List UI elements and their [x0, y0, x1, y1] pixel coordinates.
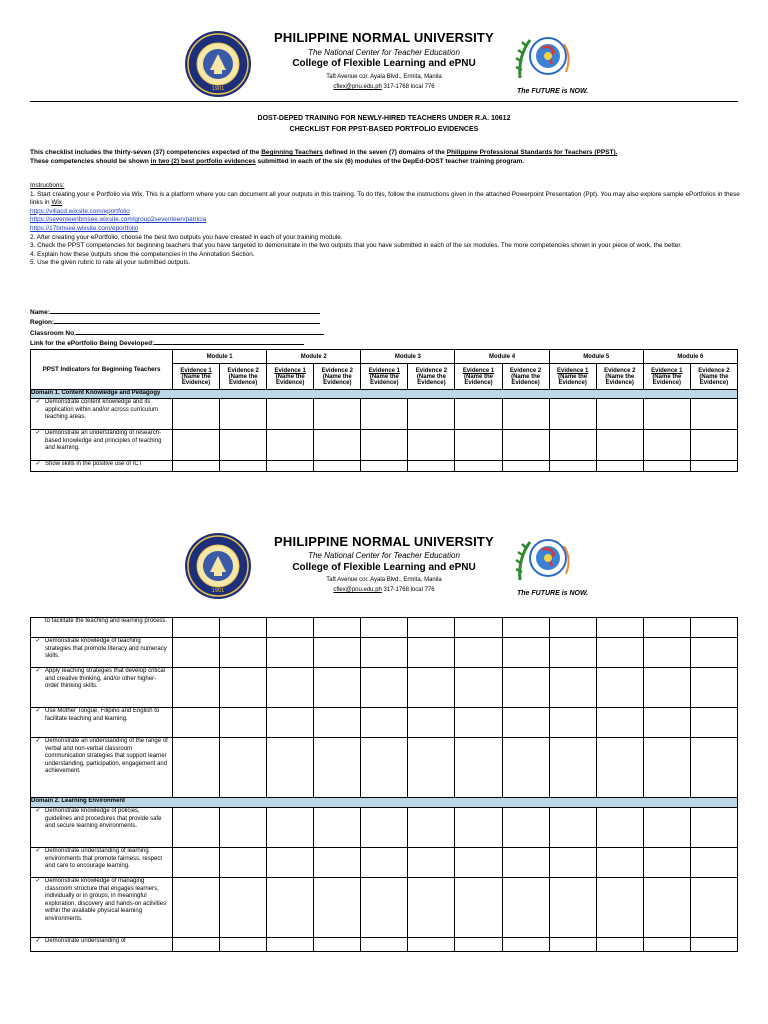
module-3-evidence-2-header: Evidence 2 (Name the Evidence): [408, 364, 455, 390]
evidence-cell[interactable]: [502, 618, 549, 638]
evidence-cell[interactable]: [690, 938, 737, 952]
evidence-cell[interactable]: [643, 938, 690, 952]
cfle-logo: [512, 26, 590, 90]
evidence-cell[interactable]: [690, 738, 737, 798]
evidence-cell[interactable]: [596, 738, 643, 798]
evidence-cell[interactable]: [314, 668, 361, 708]
evidence-cell[interactable]: [173, 461, 220, 472]
evidence-cell[interactable]: [596, 399, 643, 430]
checkmark-icon: ✓: [35, 638, 41, 644]
evidence-cell[interactable]: [408, 938, 455, 952]
evidence-cell[interactable]: [643, 878, 690, 938]
instructions: [30, 182, 740, 268]
checkmark-icon: ✓: [35, 430, 41, 436]
evidence-cell[interactable]: [267, 430, 314, 461]
evidence-cell[interactable]: [549, 668, 596, 708]
indicator-column-header: PPST Indicators for Beginning Teachers: [31, 350, 173, 390]
module-6-evidence-2-header: Evidence 2 (Name the Evidence): [690, 364, 737, 390]
evidence-cell[interactable]: [314, 430, 361, 461]
instruction-step-1: 1. Start creating your e Portfolio via Wix. This is a platform where you can document all your outputs in this training. To do this, follow the instructions given in the attached Powerpoint Presentation (Ppt). You may also explore sample ePortfolios in these links in Wix: [30, 190, 740, 207]
header-rule: [30, 101, 738, 102]
evidence-cell[interactable]: [455, 738, 502, 798]
evidence-cell[interactable]: [408, 738, 455, 798]
sample-link-1[interactable]: https://villacd.wixsite.com/eportfolio: [30, 207, 130, 215]
evidence-cell[interactable]: [267, 618, 314, 638]
evidence-cell[interactable]: [502, 668, 549, 708]
evidence-cell[interactable]: [408, 638, 455, 668]
indicator-cell: [31, 399, 173, 430]
evidence-cell[interactable]: [643, 638, 690, 668]
module-1-header: Module 1: [173, 350, 267, 364]
evidence-cell[interactable]: [220, 938, 267, 952]
evidence-cell[interactable]: [455, 668, 502, 708]
evidence-cell[interactable]: [220, 808, 267, 848]
evidence-cell[interactable]: [455, 618, 502, 638]
evidence-cell[interactable]: [455, 430, 502, 461]
classroom-field[interactable]: Classroom No.: [30, 328, 324, 338]
evidence-cell[interactable]: [408, 461, 455, 472]
evidence-cell[interactable]: [361, 461, 408, 472]
indicator-text: Demonstrate an understanding of the range of verbal and non-verbal classroom communication strategies that support learner understanding, participation, engagement and achievement.: [45, 738, 168, 774]
evidence-cell[interactable]: [502, 878, 549, 938]
indicator-text: Show skills in the positive use of ICT: [45, 461, 143, 467]
instruction-step-3: 3. Check the PPST competencies for beginning teachers that you have targeted to demonstrate in the two outputs that you have submitted in each of the six modules. The more competencies shown in your piece of work, the better.: [30, 242, 682, 250]
evidence-cell[interactable]: [455, 399, 502, 430]
evidence-cell[interactable]: [502, 399, 549, 430]
indicator-row: [31, 848, 738, 878]
evidence-cell[interactable]: [173, 848, 220, 878]
sample-link-3[interactable]: https://17bmsee.wixsite.com/eportfolio: [30, 224, 139, 232]
evidence-cell[interactable]: [408, 808, 455, 848]
sample-link-2[interactable]: https://seventeenbmsee.wixsite.com/group2seventeen/patricia: [30, 216, 207, 224]
evidence-cell[interactable]: [455, 938, 502, 952]
college-name: College of Flexible Learning and ePNU: [292, 562, 476, 573]
evidence-cell[interactable]: [408, 399, 455, 430]
evidence-cell[interactable]: [314, 848, 361, 878]
checkmark-icon: [31, 618, 45, 626]
phone-number: 317-1768 local 776: [383, 587, 435, 593]
evidence-cell[interactable]: [502, 738, 549, 798]
evidence-cell[interactable]: [690, 668, 737, 708]
module-5-header: Module 5: [549, 350, 643, 364]
evidence-cell[interactable]: [173, 618, 220, 638]
letterhead: [0, 0, 768, 95]
indicator-text: Demonstrate understanding of learning environments that promote fairness, respect and care to encourage learning.: [45, 848, 163, 869]
evidence-cell[interactable]: [220, 708, 267, 738]
evidence-cell[interactable]: [502, 938, 549, 952]
evidence-cell[interactable]: [549, 938, 596, 952]
indicator-row: [31, 738, 738, 798]
ppst-checklist-table-2: [30, 617, 738, 952]
evidence-cell[interactable]: [361, 399, 408, 430]
evidence-cell[interactable]: [643, 708, 690, 738]
university-tagline: The National Center for Teacher Education: [308, 48, 460, 57]
evidence-cell[interactable]: [173, 430, 220, 461]
checkmark-icon: ✓: [35, 461, 41, 467]
svg-text:1901: 1901: [211, 86, 225, 92]
portfolio-link-field[interactable]: Link for the ePortfolio Being Developed:: [30, 338, 324, 348]
evidence-cell[interactable]: [361, 618, 408, 638]
module-5-evidence-2-header: Evidence 2 (Name the Evidence): [596, 364, 643, 390]
evidence-cell[interactable]: [596, 618, 643, 638]
evidence-cell[interactable]: [173, 668, 220, 708]
indicator-row: [31, 638, 738, 668]
evidence-cell[interactable]: [455, 808, 502, 848]
evidence-cell[interactable]: [596, 848, 643, 878]
indicator-cell: [31, 461, 173, 472]
module-4-evidence-2-header: Evidence 2 (Name the Evidence): [502, 364, 549, 390]
evidence-cell[interactable]: [220, 430, 267, 461]
indicator-row: [31, 668, 738, 708]
evidence-cell[interactable]: [314, 638, 361, 668]
contact-line: [250, 84, 518, 90]
module-2-header: Module 2: [267, 350, 361, 364]
evidence-cell[interactable]: [549, 708, 596, 738]
evidence-cell[interactable]: [596, 461, 643, 472]
document-page-1: [0, 0, 768, 500]
evidence-cell[interactable]: [408, 430, 455, 461]
evidence-cell[interactable]: [455, 848, 502, 878]
evidence-cell[interactable]: [690, 808, 737, 848]
evidence-cell[interactable]: [643, 848, 690, 878]
evidence-cell[interactable]: [361, 848, 408, 878]
module-4-header: Module 4: [455, 350, 549, 364]
module-3-header: Module 3: [361, 350, 455, 364]
evidence-cell[interactable]: [549, 848, 596, 878]
evidence-cell[interactable]: [455, 878, 502, 938]
document-page-2: [0, 510, 768, 1024]
evidence-cell[interactable]: [173, 708, 220, 738]
evidence-cell[interactable]: [173, 738, 220, 798]
evidence-cell[interactable]: [643, 430, 690, 461]
module-4-evidence-1-header: Evidence 1 (Name the Evidence): [455, 364, 502, 390]
checkmark-icon: ✓: [35, 878, 41, 884]
module-2-evidence-1-header: Evidence 1 (Name the Evidence): [267, 364, 314, 390]
evidence-cell[interactable]: [314, 618, 361, 638]
indicator-row: [31, 708, 738, 738]
evidence-cell[interactable]: [643, 461, 690, 472]
evidence-cell[interactable]: [549, 808, 596, 848]
document-title: DOST-DEPED TRAINING FOR NEWLY-HIRED TEACHERS UNDER R.A. 10612: [257, 115, 511, 122]
evidence-cell[interactable]: [267, 399, 314, 430]
module-2-evidence-2-header: Evidence 2 (Name the Evidence): [314, 364, 361, 390]
domain-heading: Domain 1. Content Knowledge and Pedagogy: [31, 390, 738, 399]
evidence-cell[interactable]: [549, 399, 596, 430]
indicator-cell: [31, 638, 173, 668]
checkmark-icon: ✓: [35, 938, 41, 944]
evidence-cell[interactable]: [596, 638, 643, 668]
evidence-cell[interactable]: [549, 738, 596, 798]
checkmark-icon: ✓: [35, 668, 41, 674]
evidence-cell[interactable]: [361, 938, 408, 952]
evidence-cell[interactable]: [502, 461, 549, 472]
indicator-text: Demonstrate knowledge of managing classroom structure that engages learners, individually or in groups, in meaningful exploration, discovery and hands-on activities within the available physical learning environments.: [45, 878, 167, 922]
evidence-cell[interactable]: [361, 708, 408, 738]
evidence-cell[interactable]: [549, 878, 596, 938]
checkmark-icon: ✓: [35, 738, 41, 744]
university-address: Taft Avenue cor. Ayala Blvd., Ermita, Manila: [326, 74, 442, 80]
module-6-header: Module 6: [643, 350, 737, 364]
instruction-step-4: 4. Explain how these outputs show the competencies in the Annotation Section.: [30, 250, 255, 258]
evidence-cell[interactable]: [549, 430, 596, 461]
evidence-cell[interactable]: [267, 738, 314, 798]
evidence-cell[interactable]: [408, 708, 455, 738]
phone-number: 317-1768 local 776: [383, 84, 435, 90]
evidence-cell[interactable]: [220, 738, 267, 798]
evidence-cell[interactable]: [267, 878, 314, 938]
evidence-cell[interactable]: [220, 461, 267, 472]
evidence-cell[interactable]: [455, 461, 502, 472]
evidence-cell[interactable]: [314, 938, 361, 952]
checkmark-icon: ✓: [35, 848, 41, 854]
checkmark-icon: ✓: [35, 708, 41, 714]
indicator-cell: [31, 808, 173, 848]
evidence-cell[interactable]: [502, 848, 549, 878]
evidence-cell[interactable]: [314, 808, 361, 848]
module-6-evidence-1-header: Evidence 1 (Name the Evidence): [643, 364, 690, 390]
motto: The FUTURE is NOW.: [517, 590, 589, 597]
pnu-seal-logo: [184, 30, 252, 98]
evidence-cell[interactable]: [267, 938, 314, 952]
indicator-cell: [31, 618, 173, 638]
college-name: College of Flexible Learning and ePNU: [292, 58, 476, 69]
evidence-cell[interactable]: [643, 618, 690, 638]
evidence-cell[interactable]: [643, 808, 690, 848]
indicator-text: Use Mother Tongue, Filipino and English to facilitate teaching and learning.: [45, 708, 160, 722]
evidence-cell[interactable]: [596, 708, 643, 738]
indicator-row: [31, 808, 738, 848]
university-tagline: The National Center for Teacher Education: [308, 551, 460, 560]
indicator-row: [31, 938, 738, 952]
evidence-cell[interactable]: [220, 878, 267, 938]
evidence-cell[interactable]: [361, 668, 408, 708]
indicator-text: Apply teaching strategies that develop critical and creative thinking, and/or other higher-order thinking skills.: [45, 668, 166, 689]
motto: The FUTURE is NOW.: [517, 88, 589, 95]
indicator-row: [31, 399, 738, 430]
evidence-cell[interactable]: [690, 461, 737, 472]
evidence-cell[interactable]: [361, 638, 408, 668]
evidence-cell[interactable]: [361, 808, 408, 848]
intro-paragraph: This checklist includes the thirty-seven (37) competencies expected of the Beginning Teachers defined in the seven (7) domains of the Philippine Professional Standards for Teachers (PPST). These competencies should be shown in two (2) best portfolio evidences submitted in each of the six (6) modules of the DepEd-DOST teacher training program.: [30, 149, 618, 165]
evidence-cell[interactable]: [690, 638, 737, 668]
evidence-cell[interactable]: [596, 938, 643, 952]
evidence-cell[interactable]: [502, 638, 549, 668]
evidence-cell[interactable]: [549, 461, 596, 472]
svg-text:1901: 1901: [211, 588, 225, 594]
evidence-cell[interactable]: [502, 430, 549, 461]
evidence-cell[interactable]: [408, 618, 455, 638]
evidence-cell[interactable]: [220, 618, 267, 638]
evidence-cell[interactable]: [361, 430, 408, 461]
evidence-cell[interactable]: [690, 848, 737, 878]
evidence-cell[interactable]: [173, 878, 220, 938]
indicator-cell: [31, 938, 173, 952]
evidence-cell[interactable]: [690, 618, 737, 638]
evidence-cell[interactable]: [220, 848, 267, 878]
domain-row: [31, 798, 738, 808]
evidence-cell[interactable]: [455, 708, 502, 738]
ppst-checklist-table-1: [30, 349, 738, 472]
evidence-cell[interactable]: [173, 399, 220, 430]
domain-row: [31, 390, 738, 399]
indicator-cell: [31, 430, 173, 461]
evidence-cell[interactable]: [502, 808, 549, 848]
university-address: Taft Avenue cor. Ayala Blvd., Ermita, Manila: [326, 577, 442, 583]
evidence-cell[interactable]: [267, 808, 314, 848]
indicator-row: [31, 618, 738, 638]
evidence-cell[interactable]: [690, 708, 737, 738]
evidence-cell[interactable]: [596, 430, 643, 461]
evidence-cell[interactable]: [267, 638, 314, 668]
email-link[interactable]: cflex@pnu.edu.ph: [333, 84, 382, 90]
evidence-cell[interactable]: [314, 878, 361, 938]
indicator-text: Demonstrate an understanding of research-based knowledge and principles of teaching and learning.: [45, 430, 162, 451]
pnu-seal-logo: [184, 532, 252, 600]
evidence-cell[interactable]: [596, 878, 643, 938]
evidence-cell[interactable]: [549, 618, 596, 638]
evidence-cell[interactable]: [643, 399, 690, 430]
indicator-text: Demonstrate understanding of: [45, 938, 126, 944]
evidence-cell[interactable]: [267, 848, 314, 878]
evidence-cell[interactable]: [643, 668, 690, 708]
evidence-cell[interactable]: [502, 708, 549, 738]
evidence-cell[interactable]: [267, 461, 314, 472]
participant-fields: [30, 307, 324, 348]
email-link[interactable]: cflex@pnu.edu.ph: [333, 587, 382, 593]
evidence-cell[interactable]: [549, 638, 596, 668]
checkmark-icon: ✓: [35, 808, 41, 814]
evidence-cell[interactable]: [690, 878, 737, 938]
indicator-text: Demonstrate knowledge of policies, guidelines and procedures that provide safe and secure learning environments.: [45, 808, 162, 829]
indicator-text: Demonstrate knowledge of teaching strategies that promote literacy and numeracy skills.: [45, 638, 167, 659]
evidence-cell[interactable]: [220, 668, 267, 708]
name-field[interactable]: Name:: [30, 307, 324, 317]
evidence-cell[interactable]: [267, 708, 314, 738]
instruction-step-5: 5. Use the given rubric to rate all your submitted outputs.: [30, 259, 191, 267]
indicator-text: Demonstrate content knowledge and its application within and/or across curriculum teaching areas.: [45, 399, 159, 420]
evidence-cell[interactable]: [361, 738, 408, 798]
evidence-cell[interactable]: [690, 399, 737, 430]
university-name: PHILIPPINE NORMAL UNIVERSITY: [274, 534, 494, 549]
indicator-row: [31, 878, 738, 938]
evidence-cell[interactable]: [314, 399, 361, 430]
evidence-cell[interactable]: [408, 668, 455, 708]
evidence-cell[interactable]: [690, 430, 737, 461]
evidence-cell[interactable]: [361, 878, 408, 938]
evidence-cell[interactable]: [596, 808, 643, 848]
module-3-evidence-1-header: Evidence 1 (Name the Evidence): [361, 364, 408, 390]
module-1-evidence-1-header: Evidence 1 (Name the Evidence): [173, 364, 220, 390]
module-5-evidence-1-header: Evidence 1 (Name the Evidence): [549, 364, 596, 390]
evidence-cell[interactable]: [267, 668, 314, 708]
university-name: PHILIPPINE NORMAL UNIVERSITY: [274, 30, 494, 45]
evidence-cell[interactable]: [643, 738, 690, 798]
indicator-row: [31, 461, 738, 472]
checkmark-icon: ✓: [35, 399, 41, 405]
evidence-cell[interactable]: [408, 848, 455, 878]
evidence-cell[interactable]: [408, 878, 455, 938]
evidence-cell[interactable]: [173, 808, 220, 848]
indicator-text: to facilitate the teaching and learning process.: [45, 618, 168, 624]
instruction-step-2: 2. After creating your ePortfolio, choose the best two outputs you have created in each of your training module.: [30, 233, 343, 241]
evidence-cell[interactable]: [220, 399, 267, 430]
evidence-cell[interactable]: [314, 738, 361, 798]
region-field[interactable]: Region:: [30, 317, 324, 327]
indicator-cell: [31, 878, 173, 938]
indicator-cell: [31, 738, 173, 798]
indicator-row: [31, 430, 738, 461]
indicator-cell: [31, 668, 173, 708]
evidence-cell[interactable]: [314, 461, 361, 472]
module-1-evidence-2-header: Evidence 2 (Name the Evidence): [220, 364, 267, 390]
evidence-cell[interactable]: [173, 938, 220, 952]
indicator-cell: [31, 708, 173, 738]
cfle-logo: [512, 528, 590, 592]
evidence-cell[interactable]: [220, 638, 267, 668]
letterhead: [0, 510, 768, 602]
contact-line: [250, 587, 518, 593]
indicator-cell: [31, 848, 173, 878]
document-subtitle: CHECKLIST FOR PPST-BASED PORTFOLIO EVIDENCES: [289, 126, 479, 133]
evidence-cell[interactable]: [596, 668, 643, 708]
domain-heading: Domain 2. Learning Environment: [31, 798, 738, 808]
evidence-cell[interactable]: [455, 638, 502, 668]
evidence-cell[interactable]: [314, 708, 361, 738]
page-break: [0, 500, 768, 510]
instructions-heading: Instructions:: [30, 182, 65, 189]
evidence-cell[interactable]: [173, 638, 220, 668]
